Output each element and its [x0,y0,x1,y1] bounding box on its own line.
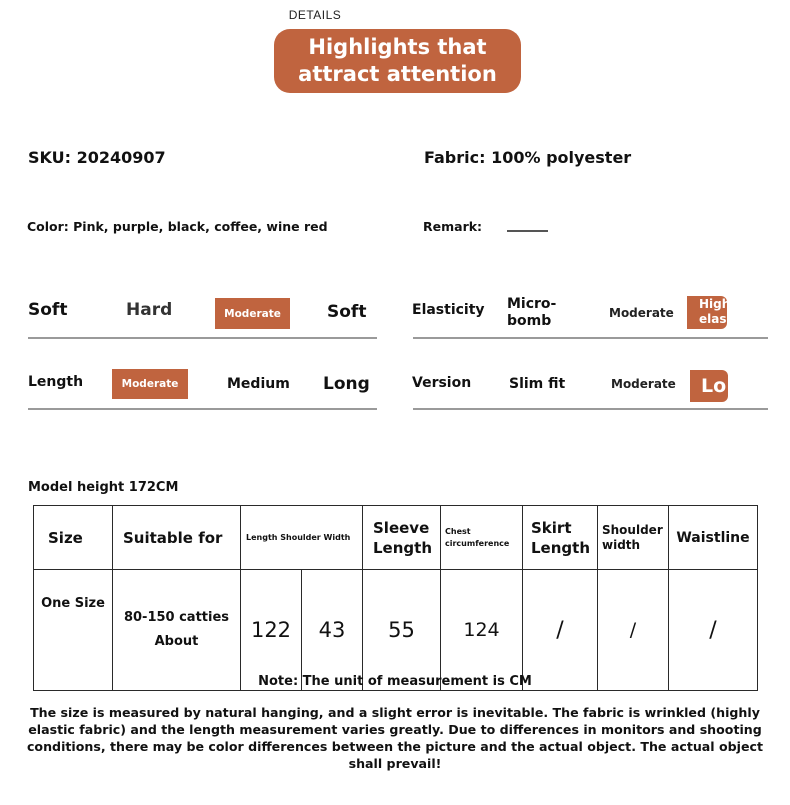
length-option-moderate-selected: Moderate [112,369,188,399]
shoulder-line-1: Shoulder [602,522,663,537]
fabric-text: Fabric: 100% polyester [424,148,632,167]
remark-label: Remark: [423,219,483,234]
header-shoulder-width [598,506,669,570]
skirt-line-1: Skirt [531,518,572,537]
softness-label: Soft [28,300,68,320]
disclaimer-text: The size is measured by natural hanging, and a slight error is inevitable. The fabric is wrinkled (highly elastic fabric) and the length measurement varies greatly. Due to differences in monitors and shooting conditions, there may be color differences between the picture and the actual object. The actual object shall prevail! [26,705,764,771]
version-option-loose-selected: Lo [690,370,728,402]
micro-bomb-line-2: bomb [507,313,552,329]
high-elastic-line-2: elas [699,312,727,326]
header-suitable-for: Suitable for [113,506,241,570]
skirt-line-2: Length [531,538,590,557]
suitable-line-2: About [154,634,199,649]
sleeve-line-2: Length [373,538,432,557]
cell-size: One Size [34,570,113,691]
elasticity-label: Elasticity [412,302,485,318]
length-label: Length [28,374,84,390]
header-chest-circumference [441,506,523,570]
cell-skirt: / [523,570,598,691]
suitable-line-1: 80-150 catties [123,610,230,625]
shoulder-line-2: width [602,537,641,552]
version-label: Version [412,375,472,391]
length-option-medium: Medium [227,376,290,392]
banner-line-2: attract attention [298,62,497,86]
remark-dash [507,230,548,232]
elasticity-divider [413,337,768,339]
softness-option-soft: Soft [327,302,367,322]
sku-text: SKU: 20240907 [28,148,166,167]
length-option-long: Long [323,374,370,394]
cell-shoulder: 43 [302,570,363,691]
high-elastic-line-1: High [699,297,731,311]
table-header-row [34,506,758,570]
measurement-note: Note: The unit of measurement is CM [258,674,532,689]
header-skirt-length [523,506,598,570]
cell-suitable-for [113,570,241,691]
model-height-text: Model height 172CM [28,480,179,495]
elasticity-option-moderate: Moderate [609,306,674,320]
table-row [34,570,758,691]
cell-sleeve: 55 [363,570,441,691]
banner-line-1: Highlights that [308,35,487,59]
highlights-banner [274,29,521,93]
elasticity-option-micro-bomb [507,296,556,330]
cell-shoulder-width: / [598,570,669,691]
chest-line-2: circumference [445,538,510,548]
cell-chest: 124 [441,570,523,691]
softness-option-moderate-selected: Moderate [215,298,290,329]
micro-bomb-line-1: Micro- [507,296,557,312]
elasticity-option-high-elastic-selected [687,296,731,329]
header-sleeve-length [363,506,441,570]
softness-divider [28,337,377,339]
version-option-slim-fit: Slim fit [509,376,566,392]
sleeve-line-1: Sleeve [373,518,430,537]
size-table [33,505,758,691]
version-option-moderate: Moderate [611,377,676,391]
header-waistline: Waistline [669,506,758,570]
cell-length: 122 [241,570,302,691]
header-length-shoulder-width: Length Shoulder Width [241,506,363,570]
length-divider [28,408,377,410]
softness-option-hard: Hard [126,300,173,320]
version-divider [413,408,768,410]
cell-waistline: / [669,570,758,691]
color-text: Color: Pink, purple, black, coffee, wine red [27,219,328,234]
section-label: DETAILS [288,8,342,22]
chest-line-1: Chest [445,526,471,536]
header-size: Size [34,506,113,570]
